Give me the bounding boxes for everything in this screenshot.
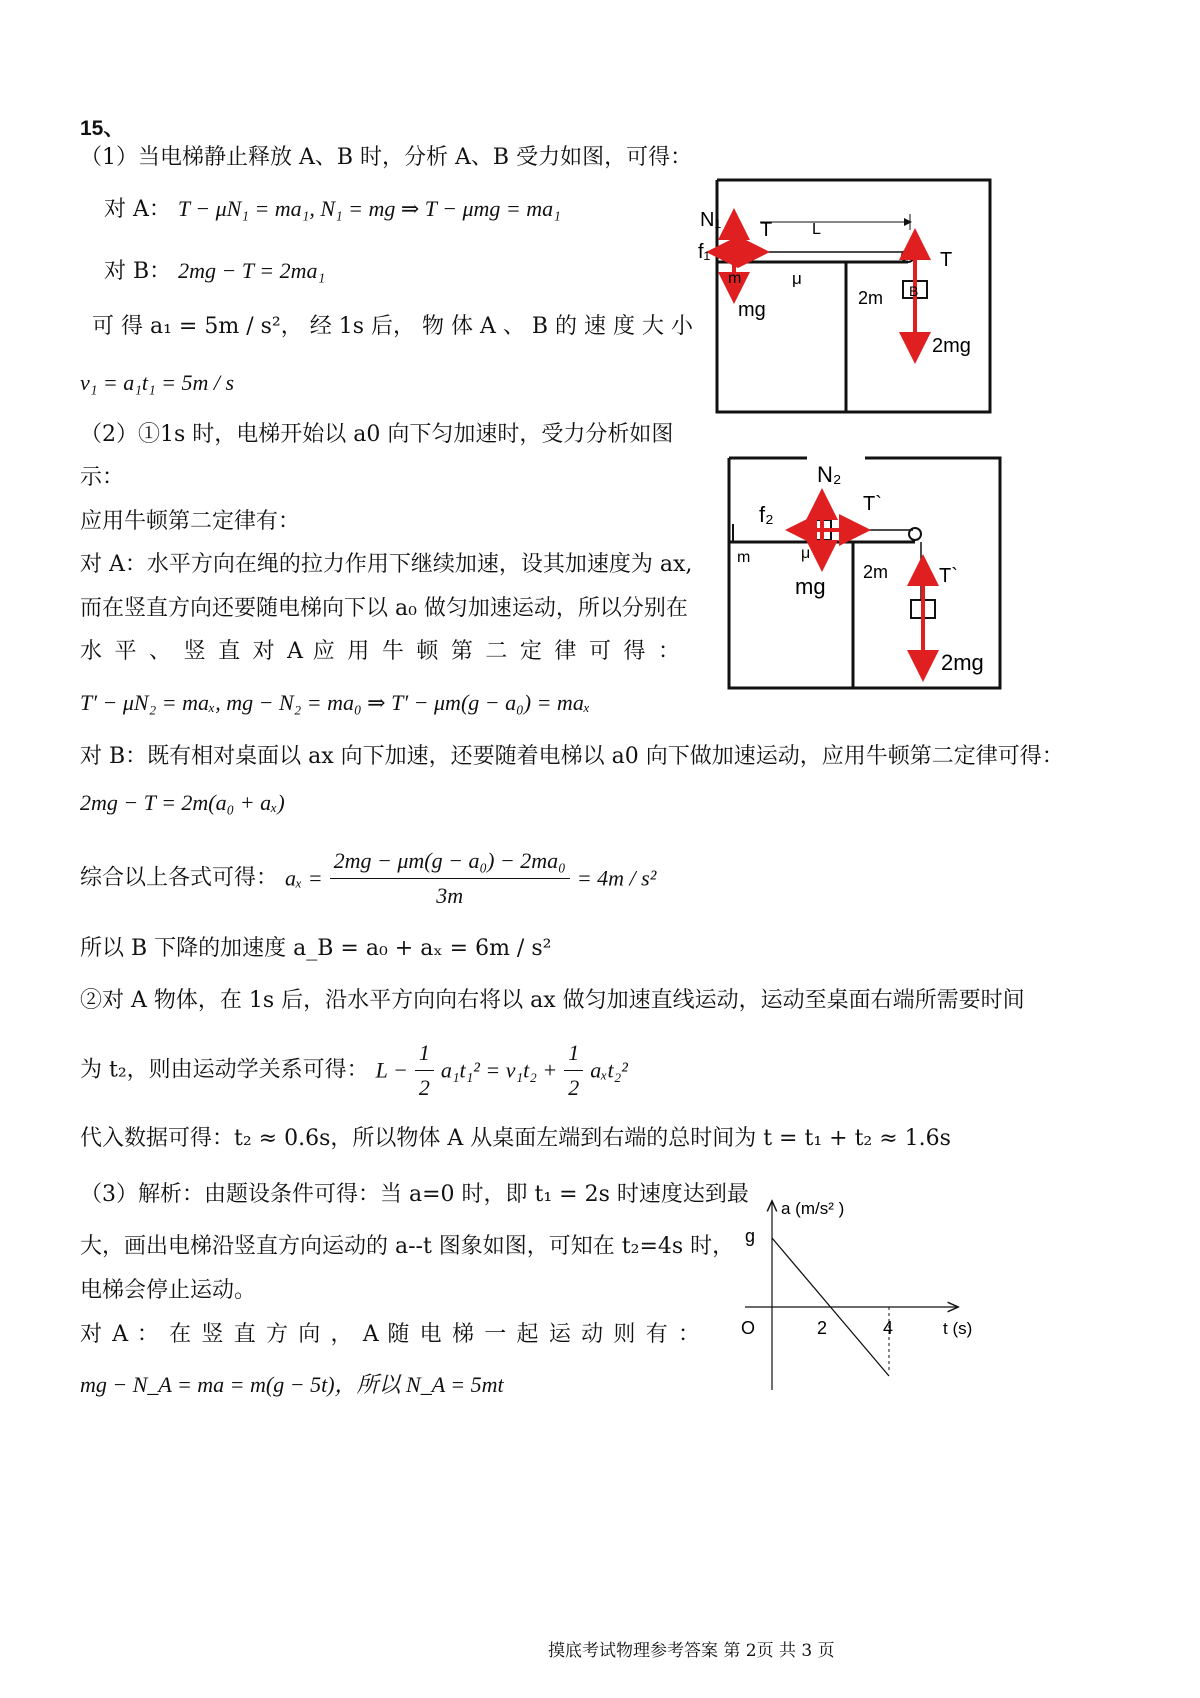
part2-forA-line2: 而在竖直方向还要随电梯向下以 a₀ 做匀加速运动，所以分别在 [80,596,688,621]
part2-combine: 综合以上各式可得： aₓ = $\frac{\text{2mg − μm(g − a₀) − 2ma₀}}{3m}$ = 4m / s² [80,846,656,911]
y-axis-label: a (m/s² ) [781,1199,845,1218]
label-2m-2: 2m [863,562,889,582]
label-T-top: T [760,219,773,241]
part3-line1: （3）解析：由题设条件可得：当 a=0 时，即 t₁ = 2s 时速度达到最 [80,1182,749,1207]
part2-forA-line1: 对 A：水平方向在绳的拉力作用下继续加速，设其加速度为 ax, [80,552,693,577]
part3-line2: 大，画出电梯沿竖直方向运动的 a--t 图象如图，可知在 t₂=4s 时， [80,1234,735,1259]
part3-line3: 电梯会停止运动。 [80,1278,257,1303]
part2-newton-line: 应用牛顿第二定律有： [80,509,301,534]
label-mg-A-2: mg [795,574,826,599]
part2-forA-equation: T′ − μN₂ = maₓ, mg − N₂ = ma₀ ⇒ T′ − μm(g − a₀) = maₓ [80,690,591,715]
part3-equation: mg − N_A = ma = m(g − 5t)，所以 N_A = 5mt [80,1372,504,1397]
elevator-frame [717,180,990,412]
label-B: B [909,283,919,299]
label-mg-A: mg [738,299,766,321]
label-2mg-B: 2mg [932,335,971,357]
part2-forB-equation: 2mg − T = 2m(a₀ + aₓ) [80,790,285,815]
page-footer: 摸底考试物理参考答案 第 2页 共 3 页 [548,1641,835,1661]
force-diagram-2 [715,448,1015,696]
label-L: L [812,221,821,238]
part2-substitution-line: 代入数据可得：t₂ ≈ 0.6s，所以物体 A 从桌面左端到右端的总时间为 t = t₁ + t₂ ≈ 1.6s [80,1126,951,1151]
part1-forA-equation: T − μN₁ = ma₁, N₁ = mg ⇒ T − μmg = ma₁ [177,196,561,221]
label-m-2: m [737,549,751,566]
x-axis-label: t (s) [943,1319,973,1338]
part2-step2-line1: ②对 A 物体，在 1s 后，沿水平方向向右将以 ax 做匀加速直线运动，运动至桌面右端所需要时间 [80,988,1025,1013]
a-t-graph [735,1190,995,1390]
combine-fraction: $\frac{\text{2mg − μm(g − a₀) − 2ma₀}}{3m}$ [330,846,570,911]
label-f1: f₁ [698,241,711,263]
tick-label-4: 4 [883,1318,894,1338]
part1-forB: 对 B： 2mg − T = 2ma₁ [104,258,326,284]
label-m: m [728,270,742,287]
part1-forA: 对 A： T − μN₁ = ma₁, N₁ = mg ⇒ T − μmg = ma₁ [104,196,561,222]
label-2m: 2m [858,288,884,308]
part2-forB-line: 对 B：既有相对桌面以 ax 向下加速，还要随着电梯以 a0 向下做加速运动，应用牛顿第二定律可得： [80,744,1064,769]
tick-label-g: g [745,1226,756,1246]
part2-forA-line3: 水 平 、 竖 直 对 A 应 用 牛 顿 第 二 定 律 可 得 ： [80,639,680,664]
label-N1: N₁ [700,209,722,231]
part1-v1-equation: v₁ = a₁t₁ = 5m / s [80,370,235,395]
part2-step2-kinematics: 为 t₂，则由运动学关系可得： L − $\frac{1}{2}$ a₁t₁² = v₁t₂ + $\frac{1}{2}$ aₓt₂² [80,1040,628,1100]
label-2mg-B-2: 2mg [941,650,984,675]
part1-forB-equation: 2mg − T = 2ma₁ [178,258,326,283]
label-mu: μ [792,269,802,288]
part2-intro-line1: （2）①1s 时，电梯开始以 a0 向下匀加速时，受力分析如图 [80,422,674,447]
part1-intro: （1）当电梯静止释放 A、B 时，分析 A、B 受力如图，可得： [80,145,693,170]
label-f2: f₂ [759,502,774,527]
part3-line4: 对 A ： 在 竖 直 方 向 ， A 随 电 梯 一 起 运 动 则 有 ： [80,1322,700,1347]
origin-label: O [741,1318,756,1338]
label-T-prime-B: T` [939,565,958,587]
label-N2: N₂ [817,462,842,487]
part2-aB-line: 所以 B 下降的加速度 a_B = a₀ + aₓ = 6m / s² [80,936,552,961]
label-mu-2: μ [801,545,811,562]
part2-intro-line2: 示： [80,465,125,490]
force-diagram-1 [700,170,1000,420]
pulley-2 [909,528,921,540]
part1-result-line: 可 得 a₁ = 5m / s²， 经 1s 后， 物 体 A 、 B 的 速 度 大 小 [92,314,693,339]
tick-label-2: 2 [817,1318,828,1338]
label-T-right: T [940,249,953,271]
label-T-prime: T` [863,493,882,515]
problem-number: 15、 [80,117,125,140]
